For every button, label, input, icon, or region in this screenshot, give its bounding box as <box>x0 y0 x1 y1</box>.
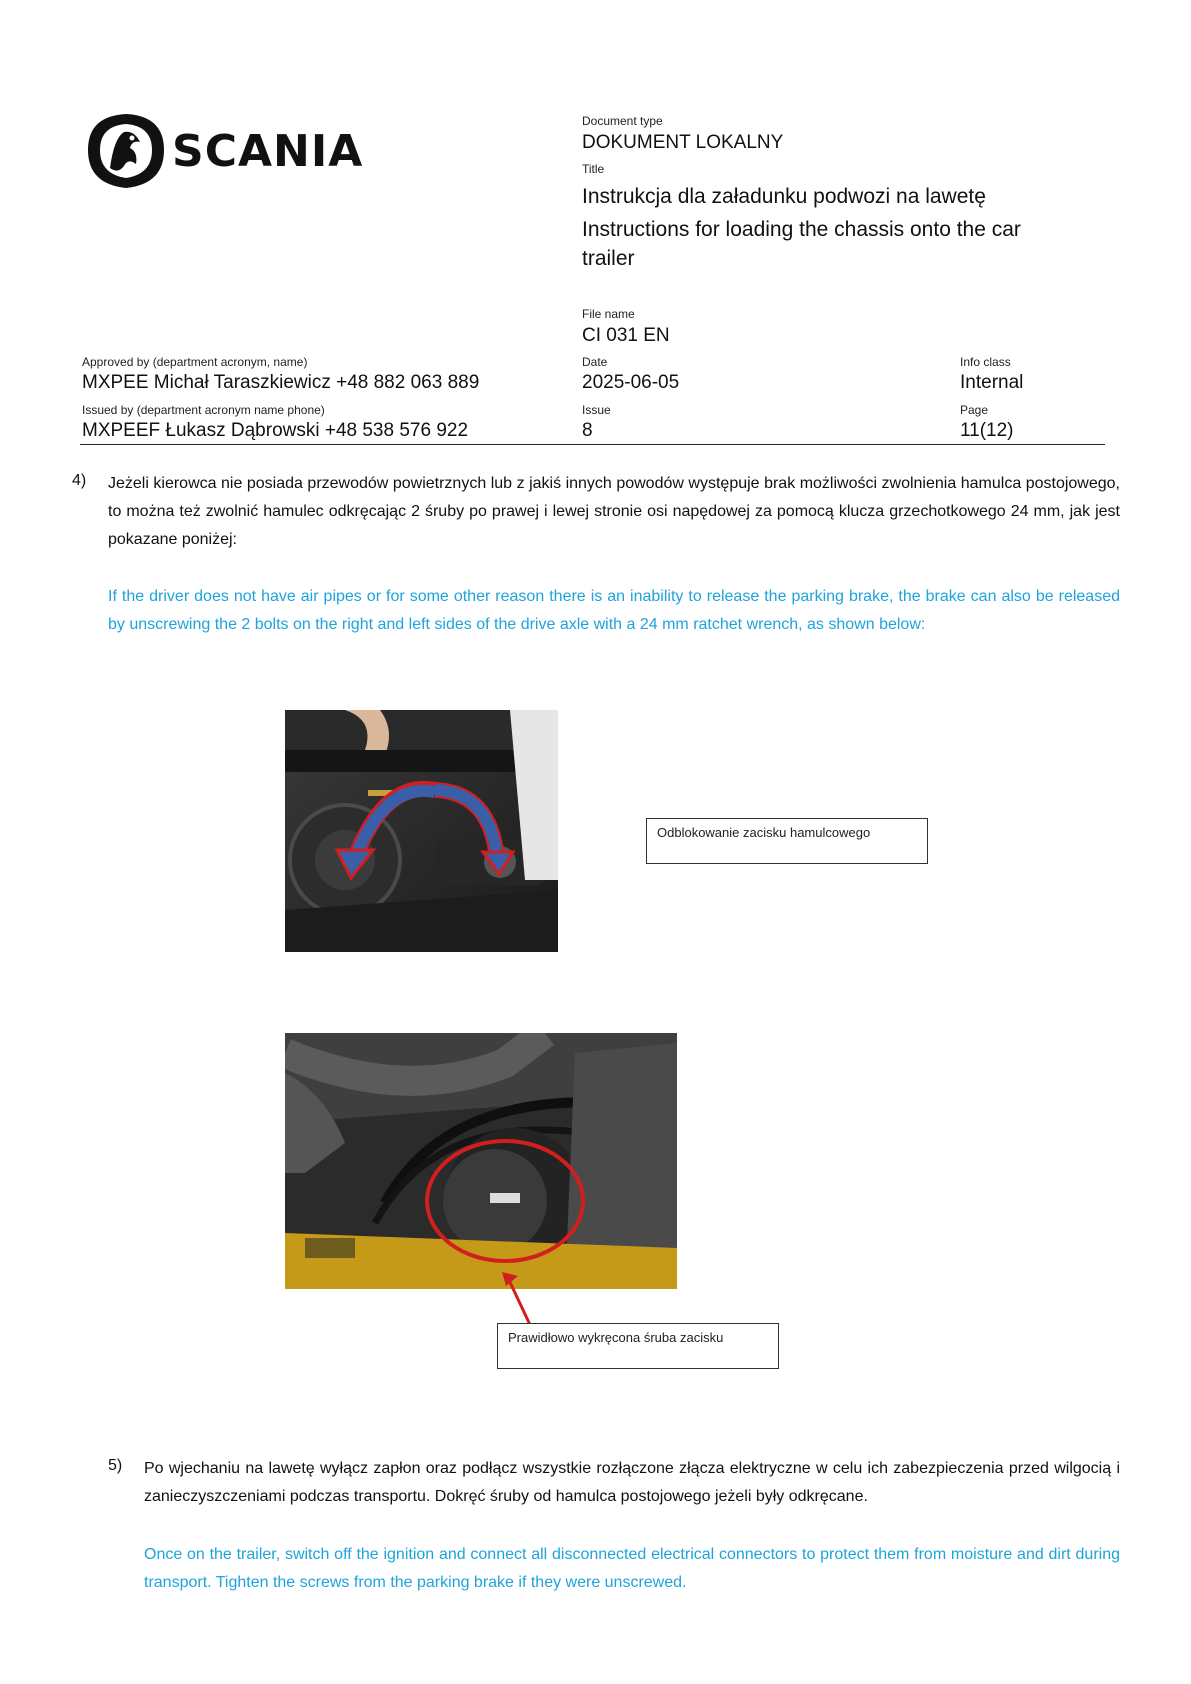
issue-value: 8 <box>582 420 593 441</box>
callout-caliper-bolt: Prawidłowo wykręcona śruba zacisku <box>497 1323 779 1369</box>
title-line-en: Instructions for loading the chassis onto the car <box>582 218 1021 241</box>
logo-wordmark: SCANIA <box>172 126 364 177</box>
file-name-label: File name <box>582 307 635 321</box>
info-class-value: Internal <box>960 372 1024 393</box>
file-name-value: CI 031 EN <box>582 325 670 346</box>
page-label: Page <box>960 403 989 417</box>
title-line-pl: Instrukcja dla załadunku podwozi na lawetę <box>582 185 986 208</box>
brake-release-photo <box>285 710 558 952</box>
approved-value: MXPEE Michał Taraszkiewicz +48 882 063 889 <box>82 372 480 393</box>
caliper-bolt-photo <box>285 1033 677 1289</box>
issued-value: MXPEEF Łukasz Dąbrowski +48 538 576 922 <box>82 420 469 441</box>
date-label: Date <box>582 355 608 369</box>
step4-text-pl: Jeżeli kierowca nie posiada przewodów powietrznych lub z jakiś innych powodów występuje brak możliwości zwolnienia hamulca postojowego, to można też zwolnić hamulec odkręcając 2 śruby po prawej i lewej stronie osi napędowej za pomocą klucza grzechotkowego 24 mm, jak jest pokazane poniżej: <box>108 475 1120 548</box>
date-value: 2025-06-05 <box>582 372 680 393</box>
title-line-en-cont: trailer <box>582 247 635 270</box>
issued-label: Issued by (department acronym name phone) <box>82 403 325 417</box>
issue-label: Issue <box>582 403 611 417</box>
title-label: Title <box>582 162 605 176</box>
page-value: 11(12) <box>960 420 1014 441</box>
doc-type-value: DOKUMENT LOKALNY <box>582 132 784 153</box>
step-number: 4) <box>72 472 87 489</box>
callout-brake-release: Odblokowanie zacisku hamulcowego <box>646 818 928 864</box>
header-rule <box>80 444 1105 445</box>
step-number: 5) <box>108 1457 123 1474</box>
step4-text-en: If the driver does not have air pipes or for some other reason there is an inability to release the parking brake, the brake can also be released by unscrewing the 2 bolts on the right and left sides of the drive axle with a 24 mm ratchet wrench, as shown below: <box>108 588 1120 633</box>
scania-logo <box>80 108 390 194</box>
doc-type-label: Document type <box>582 114 663 128</box>
step5-text-en: Once on the trailer, switch off the ignition and connect all disconnected electrical connectors to protect them from moisture and dirt during transport. Tighten the screws from the parking brake if they were unscrewed. <box>144 1546 1120 1591</box>
info-class-label: Info class <box>960 355 1011 369</box>
approved-label: Approved by (department acronym, name) <box>82 355 308 369</box>
step5-text-pl: Po wjechaniu na lawetę wyłącz zapłon oraz podłącz wszystkie rozłączone złącza elektryczne w celu ich zabezpieczenia przed wilgocią i zanieczyszczeniami podczas transportu. Dokręć śruby od hamulca postojowego jeżeli były odkręcane. <box>144 1460 1120 1505</box>
